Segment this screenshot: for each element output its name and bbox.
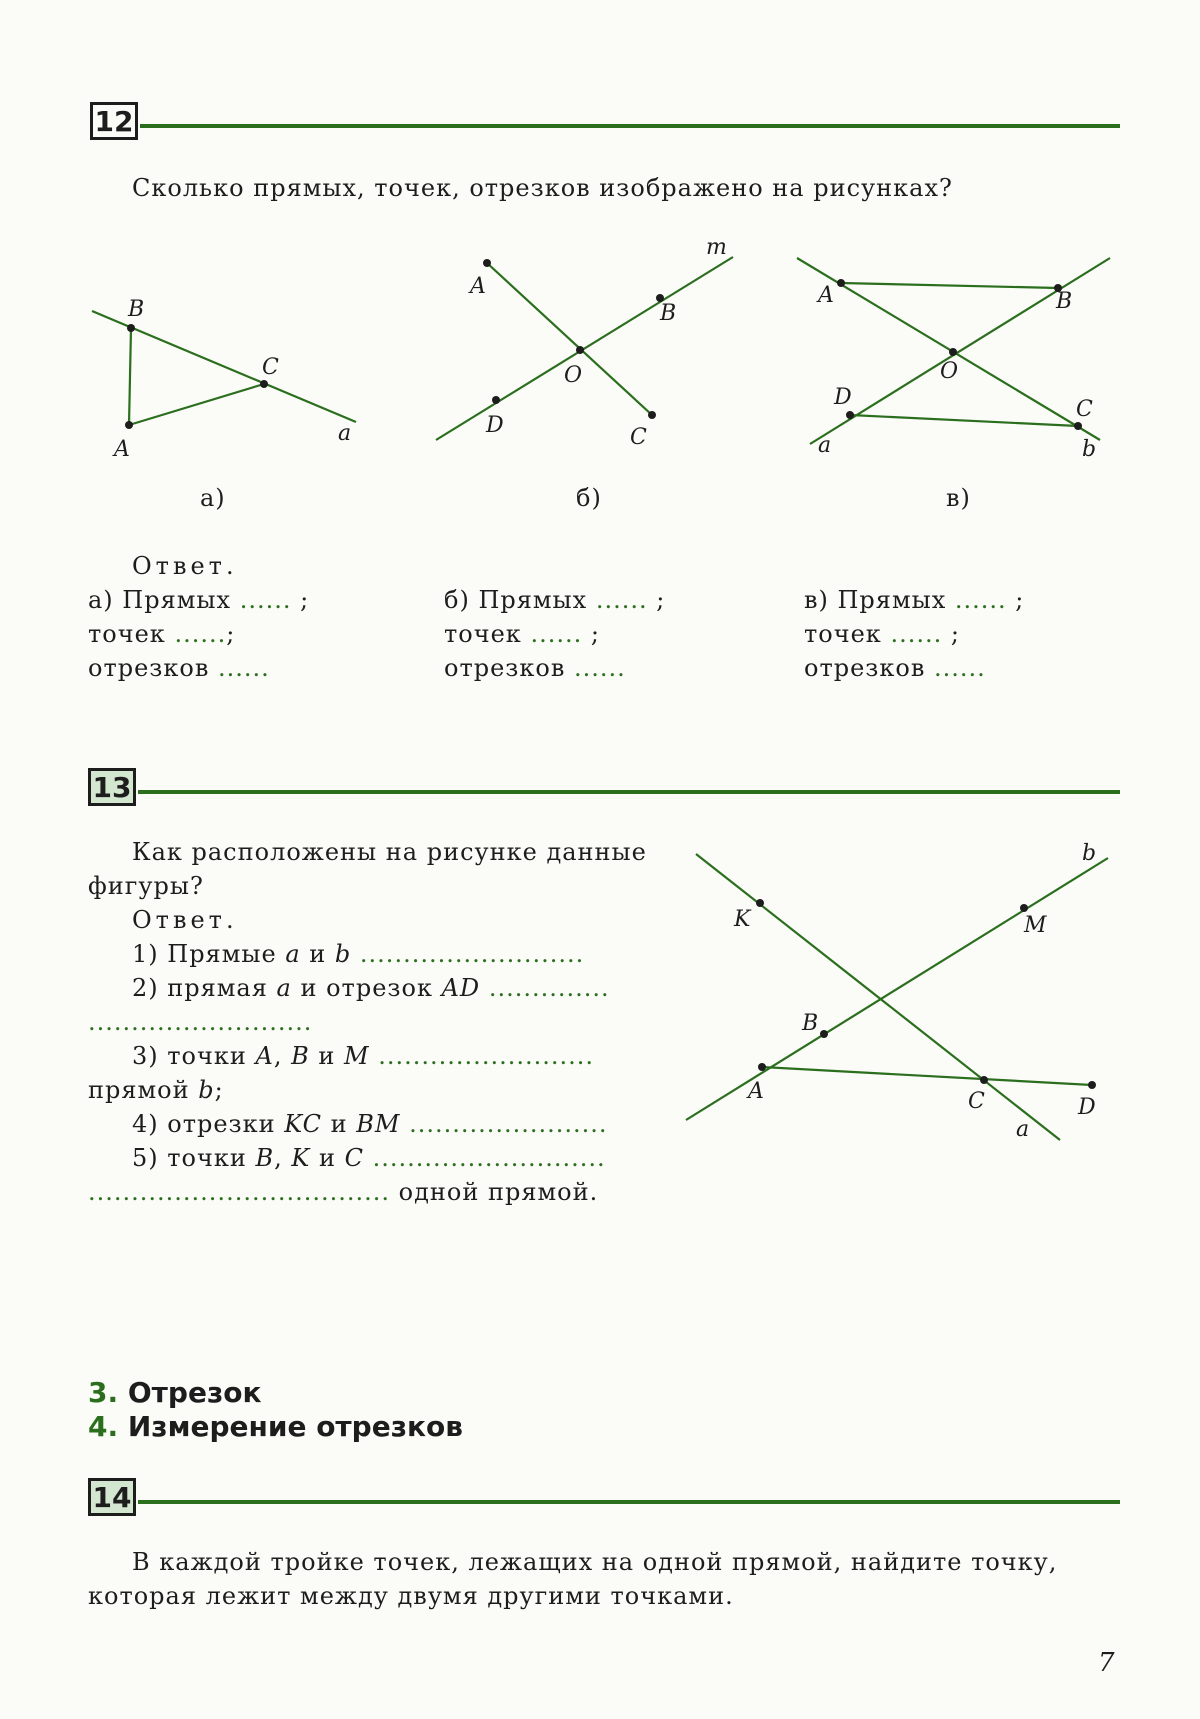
task-12-number: 12 [90, 102, 138, 140]
label-d: D [834, 385, 852, 410]
task-13-answer-label: Ответ. [132, 906, 238, 934]
label-o: O [564, 363, 583, 388]
point-d [1088, 1081, 1096, 1089]
point-k [756, 899, 764, 907]
page-number: 7 [1098, 1648, 1116, 1678]
task-13-item-1: 1) Прямые a и b .......................... [132, 940, 585, 968]
segment-ad [762, 1067, 1092, 1085]
label-b-line: b [1082, 841, 1097, 866]
task-13-item-2-cont: .......................... [88, 1008, 313, 1036]
task-12-answer-label: Ответ. [132, 552, 238, 580]
label-d: D [486, 413, 504, 438]
caption-a: а) [200, 484, 226, 512]
label-b: B [660, 301, 677, 326]
answer-c-segments: отрезков [804, 654, 926, 682]
answer-b-points: точек [444, 620, 522, 648]
label-c: C [262, 355, 279, 380]
task-14-rule [138, 1500, 1120, 1504]
answer-a-lines: а) Прямых [88, 586, 232, 614]
label-m: M [1024, 913, 1047, 938]
task-14-number: 14 [88, 1478, 136, 1516]
point-a [758, 1063, 766, 1071]
point-b [820, 1030, 828, 1038]
answer-a-segments: отрезков [88, 654, 210, 682]
label-b: B [1056, 289, 1073, 314]
label-c: C [1076, 397, 1093, 422]
task-12-question: Сколько прямых, точек, отрезков изображено на рисунках? [132, 174, 953, 202]
label-a: A [470, 274, 486, 299]
task-14-text-line2: которая лежит между двумя другими точками. [88, 1582, 734, 1610]
task-13-question-line1: Как расположены на рисунке данные [132, 838, 647, 866]
point-m [1020, 904, 1028, 912]
section-3-heading: 3. Отрезок [88, 1376, 262, 1409]
point-c [980, 1076, 988, 1084]
label-a: A [114, 437, 130, 462]
label-b: B [128, 297, 145, 322]
answer-b-segments: отрезков [444, 654, 566, 682]
label-line-a: a [818, 433, 832, 458]
label-line-b: b [1082, 437, 1097, 462]
task-13-item-5: 5) точки B, K и C ........................... [132, 1144, 606, 1172]
task-14-text-line1: В каждой тройке точек, лежащих на одной прямой, найдите точку, [132, 1548, 1058, 1576]
answer-a-points: точек [88, 620, 166, 648]
label-a: A [748, 1079, 764, 1104]
label-c: C [968, 1089, 985, 1114]
caption-b: б) [576, 484, 602, 512]
caption-c: в) [946, 484, 971, 512]
label-d: D [1078, 1095, 1096, 1120]
label-c: C [630, 425, 647, 450]
answer-b-lines: б) Прямых [444, 586, 588, 614]
label-line-a: a [338, 421, 352, 446]
task-13-question-line2: фигуры? [88, 872, 204, 900]
label-o: O [940, 359, 959, 384]
label-k: K [734, 907, 751, 932]
answer-c-lines: в) Прямых [804, 586, 947, 614]
task-13-number: 13 [88, 768, 136, 806]
task-13-item-3: 3) точки A, B и M ......................... [132, 1042, 594, 1070]
label-b: B [802, 1011, 819, 1036]
task-13-item-4: 4) отрезки KC и BM ....................... [132, 1110, 608, 1138]
task-13-item-2: 2) прямая a и отрезок AD .............. [132, 974, 610, 1002]
answer-c-points: точек [804, 620, 882, 648]
label-a-line: a [1016, 1117, 1030, 1142]
label-m: m [706, 235, 727, 260]
task-13-item-3-cont: прямой b; [88, 1076, 224, 1104]
label-a: A [818, 283, 834, 308]
task-13-item-5-cont: ................................... одной прямой. [88, 1178, 599, 1206]
section-4-heading: 4. Измерение отрезков [88, 1410, 463, 1443]
